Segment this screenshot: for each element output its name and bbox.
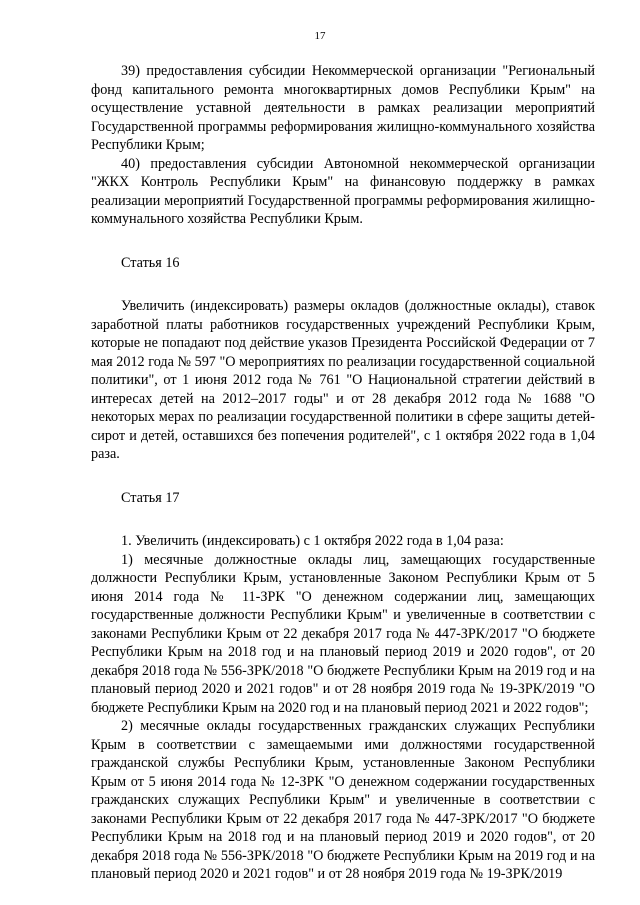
article-17-subitem-1: 1) месячные должностные оклады лиц, замещающих государственные должности Республики Крым, установленные Законом Республики Крым от 5 июня 2014 года № 11-ЗРК "О денежном содержании лиц, замещающих государственные должности Республики Крым" и увеличенные в соответствии с законами Республики Крым от 22 декабря 2017 года № 447-ЗРК/2017 "О бюджете Республики Крым на 2018 год и на плановый период 2019 и 2020 годов", от 20 декабря 2018 года № 556-ЗРК/2018 "О бюджете Республики Крым на 2019 год и на плановый период 2020 и 2021 годов" и от 28 ноября 2019 года № 19-ЗРК/2019 "О бюджете Республики Крым на 2020 год и на плановый период 2021 и 2022 годов"; (91, 551, 595, 716)
article-16-heading: Статья 16 (121, 254, 180, 271)
document-body (91, 62, 595, 884)
page-number: 17 (314, 30, 326, 42)
article-17-paragraph-1: 1. Увеличить (индексировать) с 1 октября 2022 года в 1,04 раза: (121, 533, 504, 549)
article-17-heading: Статья 17 (121, 489, 180, 506)
list-item-40: 40) предоставления субсидии Автономной некоммерческой организации "ЖКХ Контроль Республики Крым" на финансовую поддержку в рамках реализации мероприятий Государственной программы реформирования жилищно-коммунального хозяйства Республики Крым. (91, 155, 595, 227)
article-16-text: Увеличить (индексировать) размеры окладов (должностные оклады), ставок заработной платы работников государственных учреждений Республики Крым, которые не попадают под действие указов Президента Российской Федерации от 7 мая 2012 года № 597 "О мероприятиях по реализации государственной социальной политики", от 1 июня 2012 года № 761 "О Национальной стратегии действий в интересах детей на 2012–2017 годы" и от 28 декабря 2012 года № 1688 "О некоторых мерах по реализации государственной политики в сфере защиты детей-сирот и детей, оставшихся без попечения родителей", с 1 октября 2022 года в 1,04 раза. (91, 298, 595, 462)
article-17-subitem-2: 2) месячные оклады государственных гражданских служащих Республики Крым в соответствии с замещаемыми ими должностями государственной гражданской службы Республики Крым, установленные Законом Республики Крым от 5 июня 2014 года № 12-ЗРК "О денежном содержании государственных гражданских служащих Республики Крым" и увеличенные в соответствии с законами Республики Крым от 22 декабря 2017 года № 447-ЗРК/2017 "О бюджете Республики Крым на 2018 год и на плановый период 2019 и 2020 годов", от 20 декабря 2018 года № 556-ЗРК/2018 "О бюджете Республики Крым на 2019 год и на плановый период 2020 и 2021 годов" и от 28 ноября 2019 года № 19-ЗРК/2019 (91, 718, 595, 882)
list-item-39: 39) предоставления субсидии Некоммерческой организации "Региональный фонд капитального ремонта многоквартирных домов Республики Крым" на осуществление уставной деятельности в рамках реализации мероприятий Государственной программы реформирования жилищно-коммунального хозяйства Республики Крым; (91, 63, 595, 153)
